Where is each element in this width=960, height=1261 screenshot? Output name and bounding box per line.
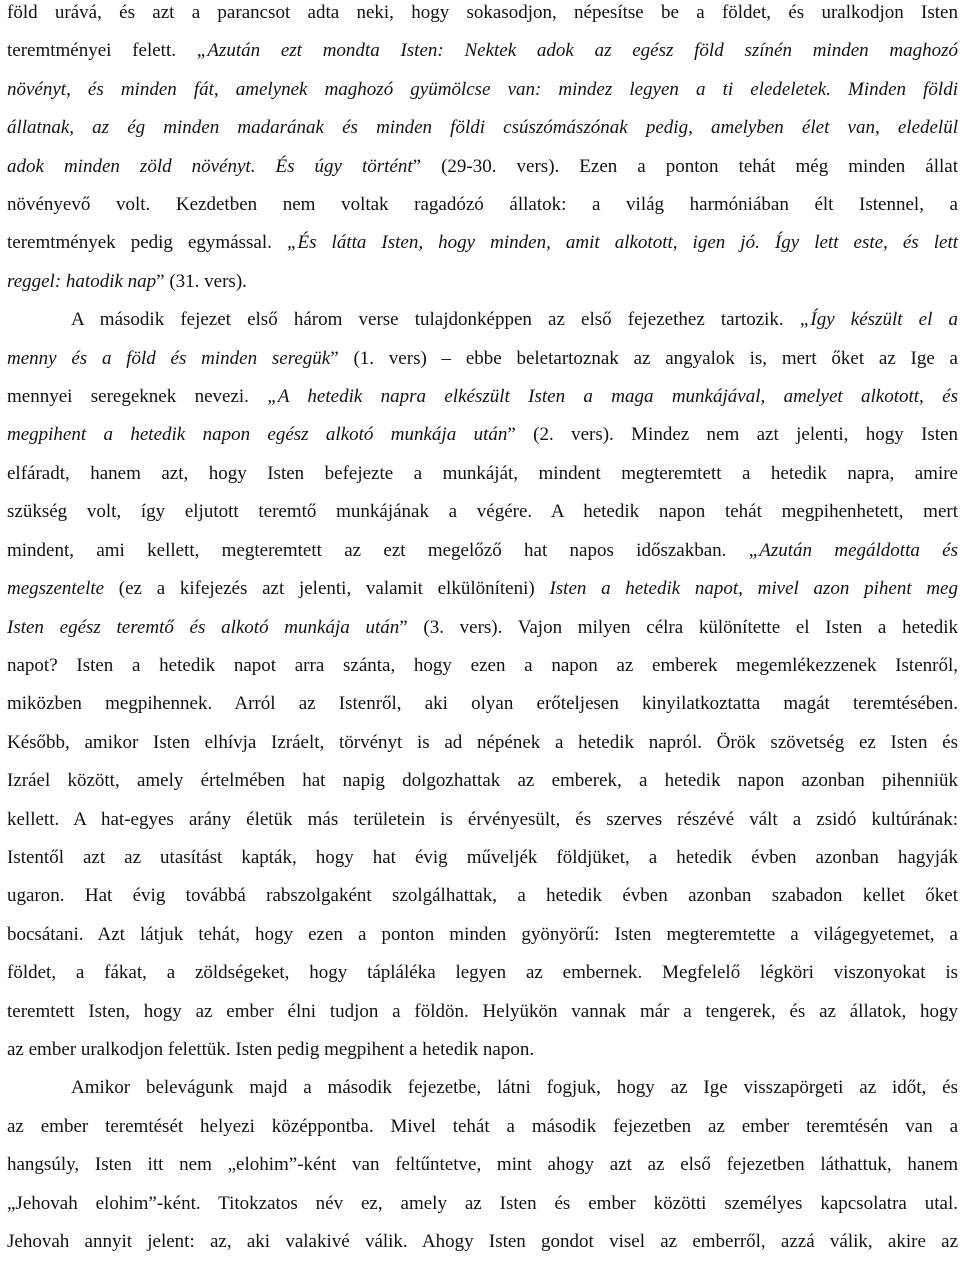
text-line [7,0,958,32]
italic-quote-run: menny és a föld és minden seregük [7,347,331,369]
text-run: ” (2. vers). Mindez nem azt jelenti, hogy Isten [507,424,959,446]
italic-quote-run: „A hetedik napra elkészült Isten a maga munkájával, amelyet alkotott, és [267,386,958,408]
italic-quote-run: növényt, és minden fát, amelynek maghozó gyümölcse van: mindez legyen a ti eledeletek. Minden földi [7,78,958,100]
text-line [7,993,958,1031]
text-line [7,1223,958,1261]
text-line [7,724,958,762]
italic-quote-run: reggel: hatodik nap [7,270,157,292]
text-run: napot? Isten a hetedik napot arra szánta, hogy ezen a napon az emberek megemlékezzenek Istenről, [7,654,958,676]
italic-quote-run: állatnak, az ég minden madarának és minden földi csúszómászónak pedig, amelyben élet van, eledelül [7,117,958,139]
text-line [7,801,958,839]
text-run: az ember uralkodjon felettük. Isten pedig megpihent a hetedik napon. [7,1038,535,1060]
italic-quote-run: Isten a hetedik napot, mivel azon pihent meg [549,578,958,600]
text-line [7,954,958,992]
text-run: „Jehovah elohim”-ként. Titokzatos név ez, amely az Isten és ember közötti személyes kapcsolatra utal. [7,1192,958,1214]
text-line [7,1069,958,1107]
text-run: föld urává, és azt a parancsot adta neki, hogy sokasodjon, népesítse be a földet, és uralkodjon Isten [7,2,958,23]
text-run: szükség volt, így eljutott teremtő munkájának a végére. A hetedik napon tehát megpihenhetett, mert [7,501,958,523]
text-run: Jehovah annyit jelent: az, aki valakivé válik. Ahogy Isten gondot visel az emberről, azzá válik, akire az [7,1231,958,1252]
text-run: Izráel között, amely értelmében hat napig dolgozhattak az emberek, a hetedik napon azonban pihenniük [7,770,958,792]
text-line [7,340,958,378]
text-run: mennyei seregeknek nevezi. [7,386,268,408]
italic-quote-run: „És látta Isten, hogy minden, amit alkotott, igen jó. Így lett este, és lett [286,232,958,254]
text-run: teremtmények pedig egymással. [7,232,287,254]
text-line [7,1146,958,1184]
text-line [7,762,958,800]
text-run: ” (3. vers). Vajon milyen célra különítette el Isten a hetedik [399,616,958,638]
text-run: ” (31. vers). [156,270,247,292]
text-line [7,1108,958,1146]
text-line [7,493,958,531]
text-line [7,916,958,954]
paragraph [7,1069,958,1261]
italic-quote-run: „Így készült el a [799,309,958,331]
text-run: A második fejezet első három verse tulajdonképpen az első fejezethez tartozik. [71,309,800,331]
text-run: az ember teremtését helyezi középpontba. Mivel tehát a második fejezetben az ember teremtésén van a [7,1115,958,1137]
text-run: ugaron. Hat évig továbbá rabszolgaként szolgálhattak, a hetedik évben azonban szabadon kellet őket [7,885,958,907]
text-line [7,877,958,915]
text-run: ” (1. vers) – ebbe beletartoznak az angyalok is, mert őket az Ige a [330,347,958,369]
text-run: növényevő volt. Kezdetben nem voltak ragadózó állatok: a világ harmóniában élt Istennel, a [7,194,958,216]
text-run: Később, amikor Isten elhívja Izráelt, törvényt is ad népének a hetedik napról. Örök szövetség ez Isten és [7,731,958,753]
text-line [7,1031,958,1069]
document-page [7,0,958,1261]
text-run: kellett. A hat-egyes arány életük más területein is érvényesült, és szerves részévé vált a zsidó kultúrának: [7,808,958,830]
text-line [7,609,958,647]
text-run: Amikor belevágunk majd a második fejezetbe, látni fogjuk, hogy az Ige visszapörgeti az időt, és [71,1077,958,1099]
text-line [7,148,958,186]
text-run: (ez a kifejezés azt jelenti, valamit elkülöníteni) [104,578,550,600]
italic-quote-run: Isten egész teremtő és alkotó munkája után [7,616,400,638]
text-line [7,378,958,416]
text-line [7,301,958,339]
text-line [7,685,958,723]
text-line [7,109,958,147]
text-run: teremtett Isten, hogy az ember élni tudjon a földön. Helyükön vannak már a tengerek, és az állatok, hogy [7,1000,958,1022]
text-run: hangsúly, Isten itt nem „elohim”-ként van feltűntetve, mint ahogy azt az első fejezetben láthattuk, hanem [7,1154,958,1176]
text-run: bocsátani. Azt látjuk tehát, hogy ezen a ponton minden gyönyörű: Isten megteremtette a világegyetemet, a [7,923,958,945]
text-line [7,1185,958,1223]
text-line [7,839,958,877]
italic-quote-run: megpihent a hetedik napon egész alkotó munkája után [7,424,508,446]
paragraph [7,0,958,301]
text-line [7,647,958,685]
text-line [7,186,958,224]
text-line [7,416,958,454]
text-line [7,532,958,570]
text-line [7,263,958,301]
text-run: Istentől azt az utasítást kapták, hogy hat évig műveljék földjüket, a hetedik évben azonban hagyják [7,846,958,868]
text-line [7,224,958,262]
italic-quote-run: „Azután ezt mondta Isten: Nektek adok az egész föld színén minden maghozó [196,40,959,62]
text-line [7,455,958,493]
text-run: mindent, ami kellett, megteremtett az ezt megelőző hat napos időszakban. [7,539,749,561]
text-line [7,32,958,70]
paragraph [7,301,958,1069]
text-run: teremtményei felett. [7,40,197,62]
text-run: elfáradt, hanem azt, hogy Isten befejezte a munkáját, mindent megteremtett a hetedik napra, amire [7,462,958,484]
text-line [7,570,958,608]
text-run: miközben megpihennek. Arról az Istenről, aki olyan erőteljesen kinyilatkoztatta magát teremtésében. [7,693,958,715]
italic-quote-run: adok minden zöld növényt. És úgy történt [7,155,413,177]
italic-quote-run: „Azután megáldotta és [748,539,958,561]
italic-quote-run: megszentelte [7,578,105,600]
text-line [7,71,958,109]
text-run: ” (29-30. vers). Ezen a ponton tehát még minden állat [412,155,958,177]
text-run: földet, a fákat, a zöldségeket, hogy tápláléka legyen az embernek. Megfelelő légköri viszonyokat is [7,962,958,984]
